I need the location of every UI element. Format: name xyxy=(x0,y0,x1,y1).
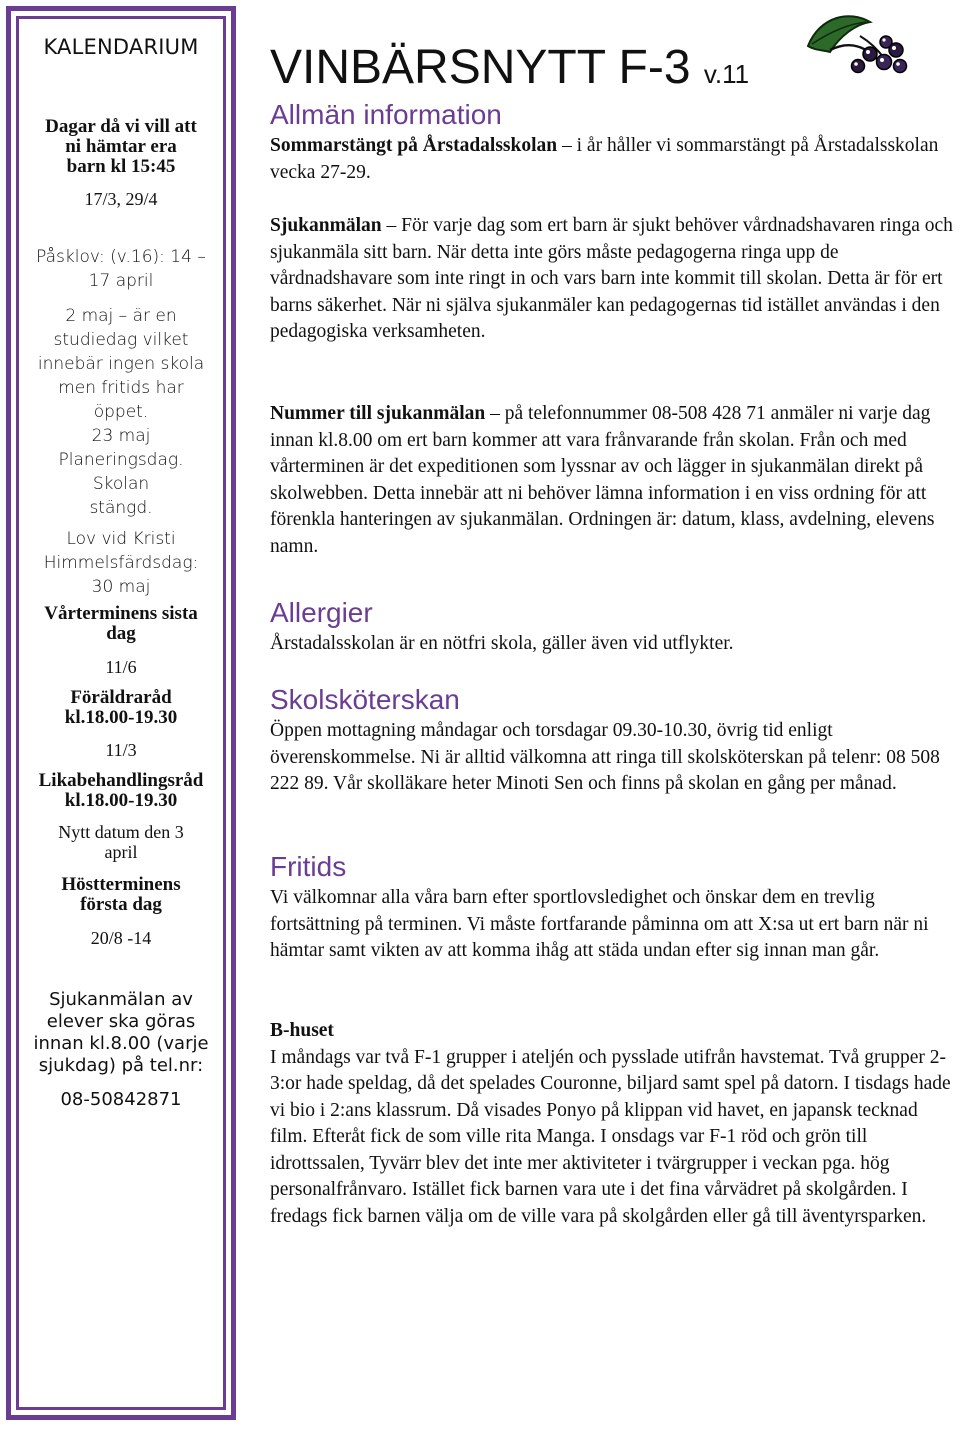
sick-report-line: Sjukanmälan av xyxy=(49,989,193,1010)
easter-line: 17 april xyxy=(88,271,154,291)
parents-line: Föräldraråd xyxy=(70,687,172,708)
spring-term-end xyxy=(29,604,213,644)
heading-school-nurse: Skolsköterskan xyxy=(270,684,460,715)
parents-line: kl.18.00-19.30 xyxy=(64,707,178,728)
study-line: men fritids har öppet. xyxy=(58,378,184,422)
ascension-line: Himmelsfärdsdag: xyxy=(43,553,199,573)
b-house-title: B-huset xyxy=(270,1020,334,1041)
ascension-line: 30 maj xyxy=(91,577,151,597)
calendar-sidebar xyxy=(6,6,236,1420)
sick-number-text: – på telefonnummer 08-508 428 71 anmäler ni varje dag innan kl.8.00 om ert barn kommer att vara frånvarande från skolan. Från och med vårterminen är det expeditionen som lyssnar av och lägger in sjukanmälan direkt på skolwebben. Detta innebär att ni behöver lämna information i en viss ordning för att förenkla hanteringen av sjukanmälan. Ordningen är: datum, klass, avdelning, elevens namn. xyxy=(270,403,935,557)
heading-fritids: Fritids xyxy=(270,851,347,882)
calendar-title: KALENDARIUM xyxy=(43,35,199,59)
b-house-text: I måndags var två F-1 grupper i ateljén och pysslade utifrån havstemat. Två grupper 2-3:or hade speldag, då det spelades Couronne, biljard samt spel på datorn. I tisdags hade vi bio i 2:ans klassrum. Då visades Ponyo på klippan vid havet, en japansk tecknad film. Efteråt fick de som ville rita Manga. I onsdags var F-1 röd och grön till idrottssalen, Tyvärr blev det inte mer aktiviteter i tvärgrupper i veckan pga. hög personalfrånvaro. Istället fick barnen vara ute i det fina vårvädret på skolgården. I fredags fick barnen välja om de ville vara på skolgården eller gå till äventyrsparken. xyxy=(270,1046,951,1227)
sick-report-text: – För varje dag som ert barn är sjukt behöver vårdnadshavaren ringa och sjukanmäla sitt barn. När detta inte görs måste pedagogerna ringa upp de vårdnadshavare som inte ringt in och vars barn inte kommit till skolan. Detta är för ert barns säkerhet. När ni själva sjukanmäler kan pedagogernas tid istället användas i den pedagogiska verksamheten. xyxy=(270,215,953,342)
autumn-term-line: första dag xyxy=(80,894,162,915)
pickup-dates: 17/3, 29/4 xyxy=(84,189,158,209)
calendar-inner-frame xyxy=(16,16,226,1410)
sick-report-line: sjukdag) på tel.nr: xyxy=(38,1055,204,1076)
parents-date: 11/3 xyxy=(105,740,137,760)
pickup-heading xyxy=(29,117,213,177)
pickup-heading-line: barn kl 15:45 xyxy=(66,156,176,177)
spring-term-line: dag xyxy=(106,623,136,644)
sick-number-paragraph xyxy=(270,401,958,560)
heading-allergies: Allergier xyxy=(270,597,373,628)
easter-line: Påsklov: (v.16): 14 – xyxy=(36,247,206,267)
study-line: innebär ingen skola xyxy=(37,354,205,374)
newsletter-title xyxy=(270,40,749,102)
sick-number-title: Nummer till sjukanmälan xyxy=(270,403,486,424)
spring-term-date: 11/6 xyxy=(105,657,137,677)
sick-report-line: innan kl.8.00 (varje xyxy=(33,1033,209,1054)
study-day xyxy=(29,304,213,424)
spring-term-line: Vårterminens sista xyxy=(44,603,198,624)
heading-general-info: Allmän information xyxy=(270,99,502,130)
fritids-text: Vi välkomnar alla våra barn efter sportlovsledighet och önskar dem en trevlig fortsättning på terminen. Vi måste fortfarande påminna om att X:sa ut ert barn när ni hämtar samt vikten av att komma ihåg att städa undan efter sig innan man går. xyxy=(270,887,929,961)
b-house-paragraph xyxy=(270,1018,958,1230)
planning-day xyxy=(29,424,213,520)
new-date-note xyxy=(29,822,213,862)
study-line: 2 maj – är en xyxy=(65,306,177,326)
new-date-line: Nytt datum den 3 xyxy=(58,822,184,842)
parents-council xyxy=(29,688,213,728)
equality-council xyxy=(29,771,213,811)
autumn-term-line: Höstterminens xyxy=(61,874,181,895)
sick-report-paragraph xyxy=(270,213,958,346)
currant-branch-icon xyxy=(800,6,920,86)
study-line: studiedag vilket xyxy=(53,330,189,350)
allergies-text: Årstadalsskolan är en nötfri skola, gäller även vid utflykter. xyxy=(270,633,734,654)
planning-line: 23 maj xyxy=(91,426,151,446)
equality-line: kl.18.00-19.30 xyxy=(64,790,178,811)
pickup-heading-line: ni hämtar era xyxy=(65,136,177,157)
autumn-term-start xyxy=(29,875,213,915)
summer-closure-paragraph xyxy=(270,133,958,186)
planning-line: Planeringsdag. Skolan xyxy=(58,450,184,494)
newsletter-version: v.11 xyxy=(703,59,750,89)
equality-line: Likabehandlingsråd xyxy=(38,770,204,791)
new-date-line: april xyxy=(104,842,138,862)
pickup-heading-line: Dagar då vi vill att xyxy=(45,116,197,137)
ascension-holiday xyxy=(29,527,213,599)
autumn-term-date: 20/8 -14 xyxy=(90,928,152,948)
summer-closure-text: – i år håller vi sommarstängt på Årstadalsskolan vecka 27-29. xyxy=(270,135,939,183)
newsletter-title-text: VINBÄRSNYTT F-3 xyxy=(270,41,691,94)
sick-report-phone: 08-50842871 xyxy=(60,1089,182,1110)
summer-closure-title: Sommarstängt på Årstadalsskolan xyxy=(270,135,558,156)
planning-line: stängd. xyxy=(89,498,153,518)
easter-holiday xyxy=(29,245,213,293)
sick-report-line: elever ska göras xyxy=(46,1011,196,1032)
school-nurse-text: Öppen mottagning måndagar och torsdagar 09.30-10.30, övrig tid enligt överenskommelse. Ni är alltid välkomna att ringa till skolsköterskan på telenr: 08 508 222 89. Vår skolläkare heter Minoti Sen och finns på skolan en gång per månad. xyxy=(270,720,940,794)
sick-report-title: Sjukanmälan xyxy=(270,215,382,236)
sick-report-note xyxy=(29,989,213,1077)
ascension-line: Lov vid Kristi xyxy=(66,529,176,549)
